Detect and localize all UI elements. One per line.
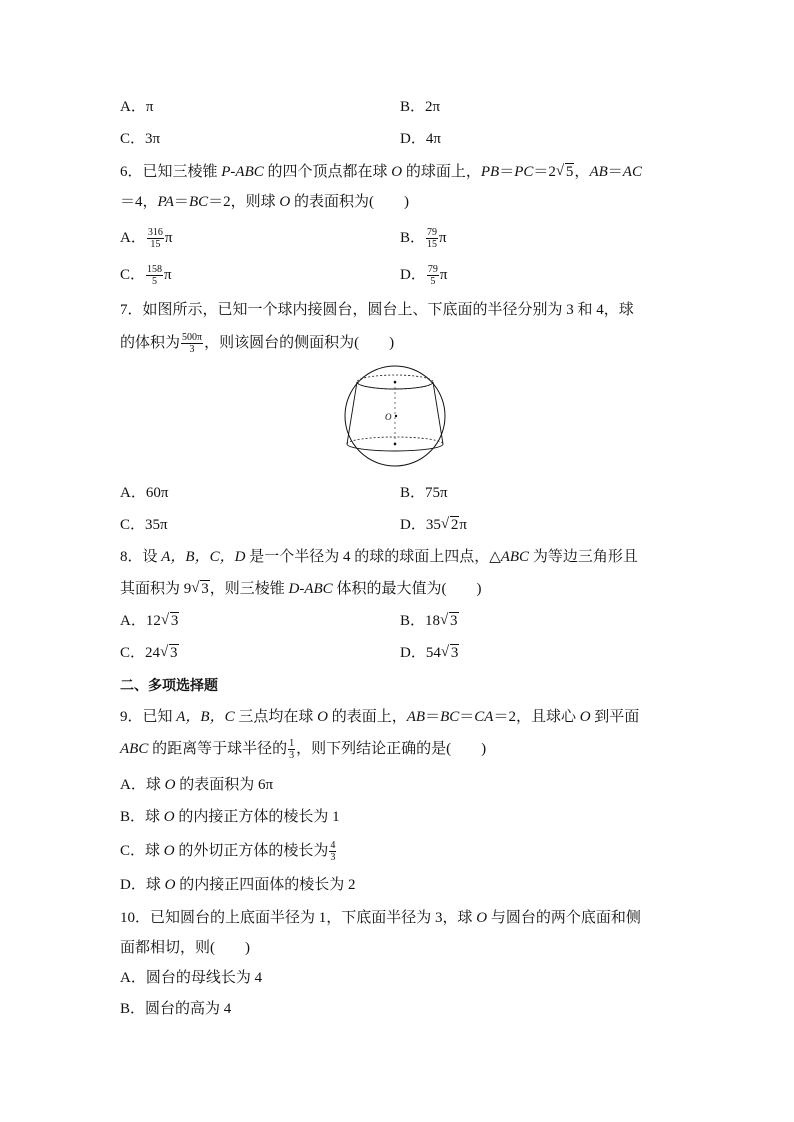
- q6-stem-line-2: ＝4，PA＝BC＝2，则球 O 的表面积为( ): [120, 194, 409, 210]
- sqrt-5: √ 5: [555, 163, 574, 180]
- q6-option-b: B． $\frac{79}{15}$ π: [400, 227, 447, 251]
- fraction: $\frac{79}{15}$: [427, 227, 438, 251]
- section-heading-multiple-choice: 二、多项选择题: [120, 678, 218, 694]
- q9-option-b: B．球 O 的内接正方体的棱长为 1: [120, 809, 340, 825]
- q7-option-a: A．60π: [120, 485, 169, 501]
- sqrt-3: √ 3: [191, 580, 209, 597]
- q9-option-a: A．球 O 的表面积为 6π: [120, 777, 274, 793]
- q7-option-c: C．35π: [120, 517, 168, 533]
- sqrt-3: √ 3: [440, 612, 458, 629]
- q8-option-c: C．24 √ 3: [120, 642, 179, 664]
- q5-option-a: A．π: [120, 99, 154, 115]
- q6-option-a: A． $\frac{316}{15}$ π: [120, 227, 173, 251]
- q9-stem-line-2: ABC 的距离等于球半径的 $\frac{1}{3}$ ，则下列结论正确的是( ): [120, 738, 487, 762]
- fraction: $\frac{316}{15}$: [147, 227, 163, 251]
- q5-option-b: B．2π: [400, 99, 441, 115]
- q8-option-d: D．54 √ 3: [400, 642, 459, 664]
- fraction: $\frac{4}{3}$: [330, 840, 336, 864]
- center-label: O: [385, 412, 392, 422]
- q7-option-b: B．75π: [400, 485, 448, 501]
- q8-stem-line-2: 其面积为 9 √ 3，则三棱锥 D-ABC 体积的最大值为( ): [120, 578, 481, 600]
- sphere-frustum-figure: [340, 364, 450, 468]
- q9-option-c: C．球 O 的外切正方体的棱长为 $\frac{4}{3}$: [120, 840, 336, 864]
- q5-option-d: D．4π: [400, 131, 441, 147]
- sqrt-3: √ 3: [160, 612, 179, 629]
- q10-option-b: B．圆台的高为 4: [120, 1001, 232, 1017]
- q10-stem-line-2: 面都相切，则( ): [120, 940, 250, 956]
- q6-option-d: D． $\frac{79}{5}$ π: [400, 264, 448, 288]
- bottom-center-point: [394, 443, 397, 446]
- fraction: $\frac{158}{5}$: [147, 264, 163, 288]
- q10-stem-line-1: 10．已知圆台的上底面半径为 1，下底面半径为 3，球 O 与圆台的两个底面和侧: [120, 910, 641, 926]
- fraction: $\frac{1}{3}$: [289, 738, 295, 762]
- center-point: [395, 415, 397, 417]
- q5-option-c: C．3π: [120, 131, 161, 147]
- q9-option-d: D．球 O 的内接正四面体的棱长为 2: [120, 877, 356, 893]
- q7-stem-line-1: 7．如图所示，已知一个球内接圆台，圆台上、下底面的半径分别为 3 和 4，球: [120, 302, 634, 318]
- q8-option-a: A．12 √ 3: [120, 610, 179, 632]
- q6-option-c: C． $\frac{158}{5}$ π: [120, 264, 172, 288]
- q7-stem-line-2: 的体积为 $\frac{500\pi}{3}$ ，则该圆台的侧面积为( ): [120, 332, 395, 356]
- fraction: $\frac{79}{5}$: [427, 264, 438, 288]
- sqrt-3: √ 3: [440, 644, 459, 661]
- fraction: $\frac{500\pi}{3}$: [182, 332, 203, 356]
- q6-stem-line-1: 6．已知三棱锥 P-ABC 的四个顶点都在球 O 的球面上，PB＝PC＝2 √ 5，AB＝AC: [120, 161, 642, 183]
- q8-stem-line-1: 8．设 A，B，C，D 是一个半径为 4 的球的球面上四点，△ABC 为等边三角形且: [120, 549, 638, 565]
- top-center-point: [394, 381, 397, 384]
- q10-option-a: A．圆台的母线长为 4: [120, 970, 263, 986]
- sqrt-3: √ 3: [160, 644, 178, 661]
- q7-option-d: D．35 √ 2π: [400, 514, 467, 536]
- q8-option-b: B．18 √ 3: [400, 610, 459, 632]
- q9-stem-line-1: 9．已知 A，B，C 三点均在球 O 的表面上，AB＝BC＝CA＝2，且球心 O 到平面: [120, 709, 640, 725]
- sqrt-2: √ 2: [440, 516, 459, 533]
